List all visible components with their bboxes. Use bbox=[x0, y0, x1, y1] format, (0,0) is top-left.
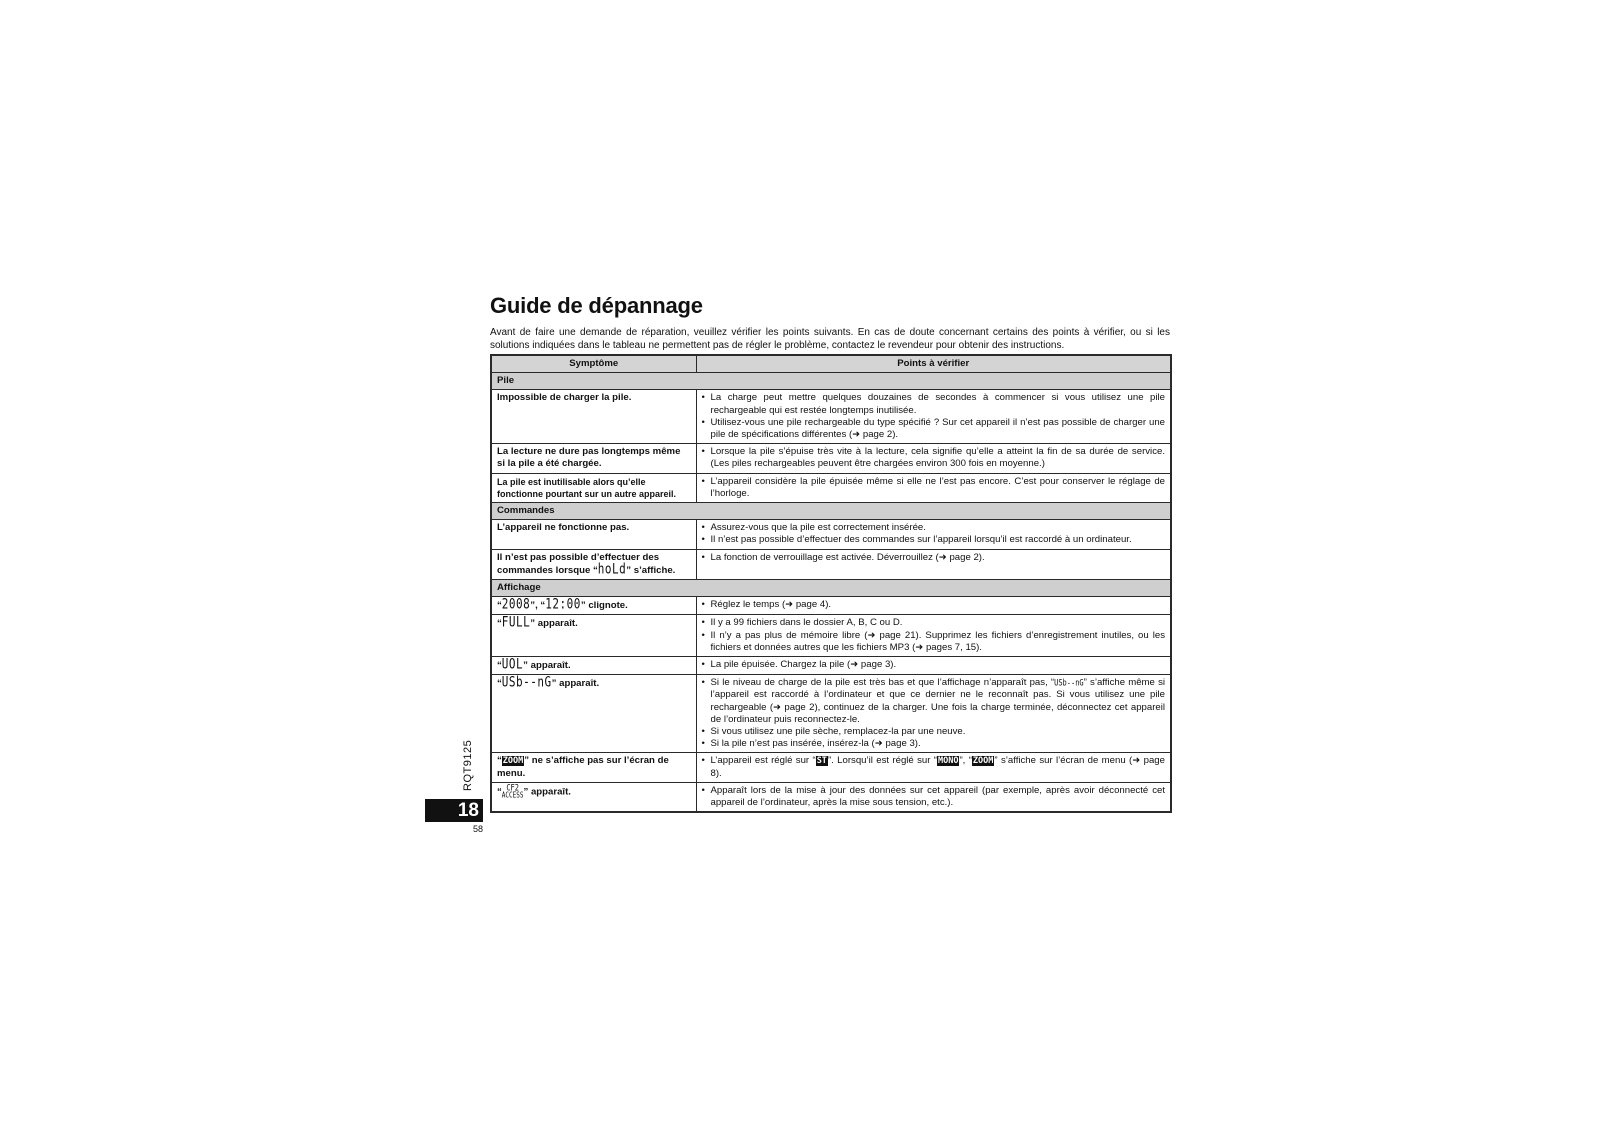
check-text: L’appareil est réglé sur “ bbox=[710, 755, 816, 767]
lcd-year-glyph: 2008 bbox=[501, 596, 531, 613]
model-number: RQT9125 bbox=[462, 739, 474, 791]
symptom-cell: Impossible de charger la pile. bbox=[491, 390, 696, 444]
lcd-usb-ng-glyph: USb--nG bbox=[1054, 678, 1084, 689]
lcd-low-glyph: UOL bbox=[501, 656, 524, 673]
table-row bbox=[491, 753, 1171, 782]
lcd-hold-glyph: hoLd bbox=[597, 561, 627, 578]
symptom-cell: L’appareil ne fonctionne pas. bbox=[491, 520, 696, 549]
troubleshooting-table bbox=[490, 354, 1172, 813]
section-row bbox=[491, 373, 1171, 390]
check-item: • Apparaît lors de la mise à jour des données sur cet appareil (par exemple, après avoir déconnecté cet appareil de l’ordinateur, après la mise sous tension, etc.). bbox=[702, 785, 1166, 809]
check-item: • La fonction de verrouillage est activée. Déverrouillez (➜ page 2). bbox=[702, 552, 1166, 564]
zoom-indicator: ZOOM bbox=[502, 756, 524, 767]
symptom-cell: “USb--nG” apparaît. bbox=[491, 675, 696, 753]
intro-paragraph: Avant de faire une demande de réparation, veuillez vérifier les points suivants. En cas de doute concernant certains des points à vérifier, ou si les solutions indiquées dans le tableau ne permettent pas de régler le problème, contactez le revendeur pour obtenir des instructions. bbox=[490, 327, 1170, 351]
check-cell bbox=[696, 615, 1171, 657]
table-row bbox=[491, 597, 1171, 615]
check-cell bbox=[696, 753, 1171, 782]
check-cell bbox=[696, 390, 1171, 444]
page-number-small: 58 bbox=[473, 824, 484, 834]
section-row bbox=[491, 503, 1171, 520]
symptom-cell: “2008”, “12:00” clignote. bbox=[491, 597, 696, 615]
table-row bbox=[491, 520, 1171, 549]
st-indicator: ST bbox=[816, 756, 827, 767]
check-text: ”, “ bbox=[959, 755, 972, 767]
check-text: ”. Lorsqu’il est réglé sur “ bbox=[827, 755, 937, 767]
section-commandes: Commandes bbox=[491, 503, 1171, 520]
check-cell bbox=[696, 520, 1171, 549]
section-pile: Pile bbox=[491, 373, 1171, 390]
check-item: • La pile épuisée. Chargez la pile (➜ page 3). bbox=[702, 659, 1166, 671]
check-cell bbox=[696, 549, 1171, 579]
check-cell bbox=[696, 597, 1171, 615]
symptom-text: ” apparaît. bbox=[523, 786, 571, 798]
access-indicator bbox=[501, 782, 524, 800]
page-title: Guide de dépannage bbox=[490, 293, 703, 318]
check-item: • Lorsque la pile s’épuise très vite à la lecture, cela signifie qu’elle a atteint la fin de sa durée de service. (Les piles rechargeables peuvent être chargées environ 300 fois en moyenne.) bbox=[702, 446, 1166, 470]
page-number-badge: 18 bbox=[425, 799, 483, 822]
lcd-access-glyph: ACCESS bbox=[501, 791, 524, 800]
symptom-cell bbox=[491, 549, 696, 579]
lcd-cf2-glyph: CF2 bbox=[506, 782, 519, 793]
table-header-row bbox=[491, 355, 1171, 373]
check-item: • Si vous utilisez une pile sèche, remplacez-la par une neuve. bbox=[702, 726, 1166, 738]
table-row bbox=[491, 444, 1171, 473]
check-cell bbox=[696, 675, 1171, 753]
lcd-full-glyph: FULL bbox=[501, 614, 531, 631]
check-cell bbox=[696, 444, 1171, 473]
table-row bbox=[491, 473, 1171, 502]
check-cell bbox=[696, 782, 1171, 812]
symptom-text: ” ne s’affiche pas sur l’écran de menu. bbox=[497, 755, 669, 779]
check-cell bbox=[696, 657, 1171, 675]
check-item: • L’appareil considère la pile épuisée même si elle ne l’est pas encore. C’est pour conserver le réglage de l’horloge. bbox=[702, 476, 1166, 500]
zoom-indicator: ZOOM bbox=[972, 756, 994, 767]
section-affichage: Affichage bbox=[491, 580, 1171, 597]
symptom-cell: “ZOOM” ne s’affiche pas sur l’écran de menu. bbox=[491, 753, 696, 782]
check-item: • Il n’est pas possible d’effectuer des commandes sur l’appareil lorsqu’il est raccordé à un ordinateur. bbox=[702, 534, 1166, 546]
symptom-text: ” apparaît. bbox=[551, 678, 600, 690]
check-item: • La charge peut mettre quelques douzaines de secondes à commencer si vous utilisez une pile rechargeable qui est restée longtemps inutilisée. bbox=[702, 392, 1166, 416]
symptom-text: ” apparaît. bbox=[523, 660, 571, 672]
symptom-cell: “FULL” apparaît. bbox=[491, 615, 696, 657]
check-item: • Si la pile n’est pas insérée, insérez-la (➜ page 3). bbox=[702, 738, 1166, 750]
symptom-cell: “ CF2 ACCESS ” apparaît. bbox=[491, 782, 696, 812]
table-row bbox=[491, 675, 1171, 753]
mono-indicator: MONO bbox=[938, 756, 959, 767]
check-item bbox=[702, 755, 1166, 779]
table-row bbox=[491, 782, 1171, 812]
symptom-text: ” s’affiche. bbox=[626, 564, 676, 576]
table-row bbox=[491, 615, 1171, 657]
check-item bbox=[702, 677, 1166, 726]
symptom-cell: La lecture ne dure pas longtemps même si la pile a été chargée. bbox=[491, 444, 696, 473]
check-item: • Il n’y a pas plus de mémoire libre (➜ page 21). Supprimez les fichiers d’enregistrement inutiles, ou les fichiers et données autres que les fichiers MP3 (➜ pages 7, 15). bbox=[702, 630, 1166, 654]
lcd-time-glyph: 12:00 bbox=[545, 596, 581, 613]
symptom-cell: La pile est inutilisable alors qu’elle fonctionne pourtant sur un autre appareil. bbox=[491, 473, 696, 502]
section-row bbox=[491, 580, 1171, 597]
table-row bbox=[491, 657, 1171, 675]
check-text: ” s’affiche même si l’appareil est raccordé à l’ordinateur et que ce dernier ne le reconnaît pas. Si vous utilisez une pile rechargeable (➜ page 2), continuez de la charger. Une fois la charge terminée, déconnectez cet appareil de l’ordinateur puis reconnectez-le. bbox=[710, 677, 1165, 725]
check-text: ” s’affiche sur l’écran de menu (➜ page 8). bbox=[710, 755, 1165, 779]
symptom-cell: “UOL” apparaît. bbox=[491, 657, 696, 675]
check-item: • Il y a 99 fichiers dans le dossier A, B, C ou D. bbox=[702, 617, 1166, 629]
header-check: Points à vérifier bbox=[696, 355, 1171, 373]
symptom-text: Il n’est pas possible d’effectuer des commandes lorsque “ bbox=[497, 551, 660, 576]
check-item: • Réglez le temps (➜ page 4). bbox=[702, 599, 1166, 611]
header-symptom: Symptôme bbox=[491, 355, 696, 373]
check-cell bbox=[696, 473, 1171, 502]
lcd-usb-ng-glyph: USb--nG bbox=[501, 674, 552, 691]
symptom-text: ” clignote. bbox=[580, 600, 628, 612]
table-row bbox=[491, 390, 1171, 444]
check-item: • Assurez-vous que la pile est correctement insérée. bbox=[702, 522, 1166, 534]
check-item: • Utilisez-vous une pile rechargeable du type spécifié ? Sur cet appareil il n’est pas possible de charger une pile de spécifications différentes (➜ page 2). bbox=[702, 417, 1166, 441]
check-text: Si le niveau de charge de la pile est très bas et que l’affichage n’apparaît pas, “ bbox=[710, 677, 1055, 689]
symptom-text: ” apparaît. bbox=[530, 618, 578, 630]
table-row bbox=[491, 549, 1171, 579]
